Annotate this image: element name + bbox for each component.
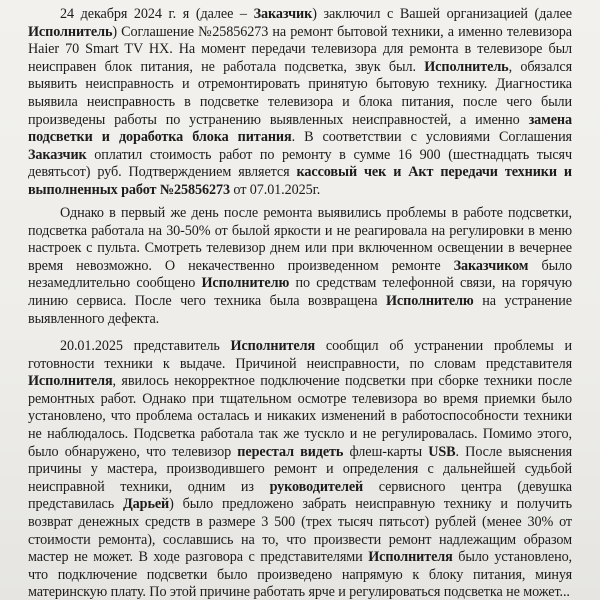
text-run: от 07.01.2025г.: [229, 181, 321, 198]
bold-text-run: Заказчик: [253, 6, 313, 22]
text-run: ) было предложено забрать неисправную технику и получить возврат денежных средств в размере 3 500 (трех тысяч пятьсот) рублей (менее 30% от стоимости ремонта), сославшись на то, что произвести ремонт надлежащим образом мастер не может. В ходе разговора с представителями: [28, 496, 572, 566]
text-run: было незамедлительно сообщено: [28, 257, 572, 292]
text-run: флеш-карты: [343, 443, 429, 460]
paragraph-repair-outcome: [28, 338, 572, 600]
text-run: 20.01.2025 представитель: [60, 338, 231, 354]
bold-text-run: Исполнителя: [368, 549, 453, 566]
text-run: . В соответствии с условиями Соглашения: [291, 129, 572, 146]
text-run: сервисного центра (девушка представилась: [28, 478, 572, 513]
text-run: Однако в первый же день после ремонта выявились проблемы в работе подсветки, подсветка работала на 30-50% от былой яркости и не реагировала на регулировки в меню настроек с пульта. Смотреть телевизор днем или при включенном освещении в вечернее время невозможно. О некачественно произведенном ремонте: [28, 205, 572, 274]
text-run: сообщил об устранении проблемы и готовности техники к выдаче. Причиной неисправности, по словам представителя: [28, 338, 572, 372]
text-run: оплатил стоимость работ по ремонту в сумме 16 900 (шестнадцать тысяч девятьсот) руб. Подтверждением является: [28, 146, 572, 181]
bold-text-run: USB: [428, 443, 456, 460]
bold-text-run: Исполнителю: [385, 292, 474, 309]
bold-text-run: Исполнителя: [28, 373, 113, 390]
bold-text-run: Исполнитель: [424, 58, 509, 75]
bold-text-run: замена подсветки и доработка блока питания: [28, 111, 572, 146]
bold-text-run: Исполнителя: [230, 338, 316, 354]
text-run: ) Соглашение №25856273 на ремонт бытовой техники, а именно телевизора Haier 70 Smart TV HX. На момент передачи телевизора для ремонта в телевизоре был неисправен блок питания, не работала подсветка, звук был.: [28, 23, 572, 75]
text-run: на устранение выявленного дефекта.: [28, 292, 572, 327]
bold-text-run: Исполнителю: [201, 275, 290, 292]
text-run: по средствам телефонной связи, на горячую линию сервиса. После чего техника была возвращена: [28, 275, 572, 309]
text-run: было установлено, что подключение подсветки было произведено напрямую к блоку питания, минуя материнскую плату. По этой причине работать ярче и регулироваться подсветка не может...: [28, 549, 573, 600]
paragraph-backlight-problem: [28, 205, 572, 328]
bold-text-run: руководителей: [269, 478, 364, 495]
text-run: ) заключил с Вашей организацией (далее: [312, 6, 572, 22]
text-run: , обязался выявить неисправность и отремонтировать принятую бытовую технику. Диагностика выявила неисправность в подсветке телевизора и блока питания, после чего были произведены работы по устранению выявленных неисправностей, а именно: [28, 58, 572, 128]
text-run: 24 декабря 2024 г. я (далее –: [60, 6, 254, 22]
bold-text-run: Дарьей: [123, 496, 170, 513]
bold-text-run: Исполнитель: [28, 23, 113, 40]
bold-text-run: Заказчик: [28, 146, 87, 163]
bold-text-run: Заказчиком: [453, 257, 529, 274]
bold-text-run: кассовый чек и Акт передачи техники и выполненных работ №25856273: [28, 164, 572, 198]
text-run: , явилось некорректное подключение подсветки при сборке техники после ремонтных работ. Однако при тщательном осмотре телевизора во время приемки было установлено, что проблема осталась и никаких изменений в работоспособности техники не наблюдалось. Подсветка работала так же тускло и не регулировалась. Помимо этого, было обнаружено, что телевизор: [28, 373, 572, 460]
paragraph-contract-details: [28, 6, 572, 200]
text-run: . После выяснения причины у мастера, производившего ремонт и определения с дальнейшей судьбой неисправной техники, одним из: [28, 443, 572, 495]
bold-text-run: перестал видеть: [237, 443, 344, 460]
